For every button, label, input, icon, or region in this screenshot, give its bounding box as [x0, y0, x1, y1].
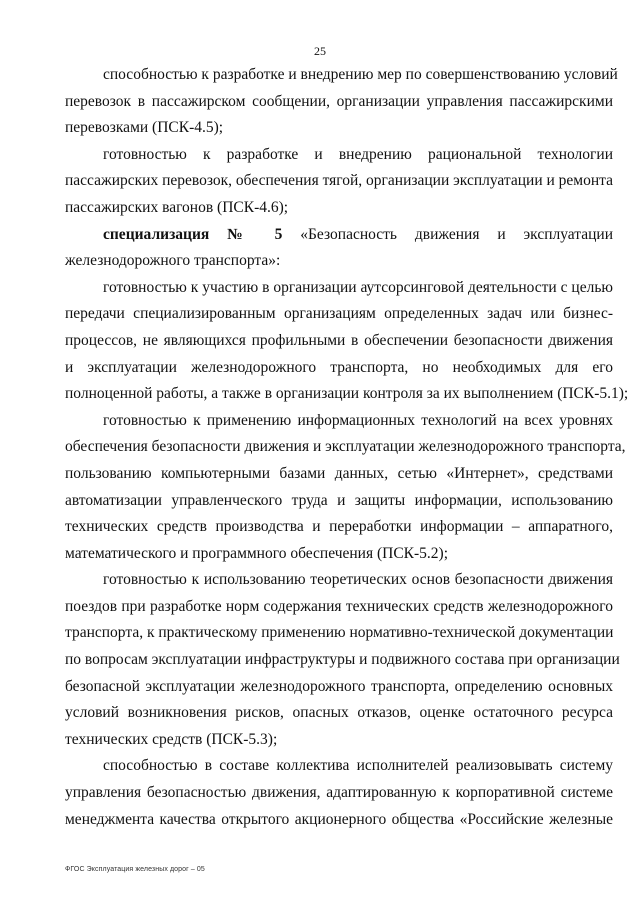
- text-line: железнодорожного транспорта»:: [65, 252, 281, 270]
- text-line: полноценной работы, а также в организации контроля за их выполнением (ПСК-5.1);: [65, 385, 629, 403]
- text-line: технических средств (ПСК-5.3);: [65, 730, 278, 748]
- text-line: технических средств производства и переработки информации – аппаратного,: [65, 518, 613, 536]
- paragraph-safety-management: [65, 753, 613, 833]
- text-line: транспорта, к практическому применению нормативно-технической документации: [65, 624, 614, 642]
- text-line: математического и программного обеспечения (ПСК-5.2);: [65, 544, 448, 562]
- paragraph-psk-5-1: [65, 275, 629, 408]
- text-line: и эксплуатации железнодорожного транспорта, но необходимых для его: [65, 358, 613, 376]
- text-line: готовностью к применению информационных технологий на всех уровнях: [103, 411, 613, 429]
- text-line: поездов при разработке норм содержания технических средств железнодорожного: [65, 597, 613, 615]
- text-line: безопасной эксплуатации железнодорожного транспорта, определению основных: [65, 677, 613, 695]
- text-line: пассажирских перевозок, обеспечения тягой, организации эксплуатации и ремонта: [65, 172, 613, 190]
- text-line: обеспечения безопасности движения и эксплуатации железнодорожного транспорта,: [65, 438, 626, 456]
- text-line: менеджмента качества открытого акционерного общества «Российские железные: [65, 810, 613, 828]
- text-line: процессов, не являющихся профильными в обеспечении безопасности движения: [65, 331, 613, 349]
- text-line: готовностью к участию в организации аутсорсинговой деятельности с целью: [103, 278, 613, 296]
- specialization-title: «Безопасность движения и эксплуатации: [300, 225, 613, 243]
- specialization-label: специализация № 5: [103, 225, 283, 243]
- text-line: перевозками (ПСК-4.5);: [65, 119, 224, 137]
- document-body: [65, 62, 629, 833]
- paragraph-psk-5-3: [65, 567, 620, 753]
- specialization-heading-line: [65, 222, 613, 249]
- text-line: автоматизации управленческого труда и защиты информации, использованию: [65, 491, 613, 509]
- text-line: по вопросам эксплуатации инфраструктуры и подвижного состава при организации: [65, 651, 620, 669]
- text-line: способностью в составе коллектива исполнителей реализовывать систему: [103, 757, 613, 775]
- text-line: перевозок в пассажирском сообщении, организации управления пассажирскими: [65, 92, 613, 110]
- text-line: пользованию компьютерными базами данных, сетью «Интернет», средствами: [65, 464, 613, 482]
- text-line: готовностью к использованию теоретических основ безопасности движения: [103, 571, 613, 589]
- text-line: передачи специализированным организациям определенных задач или бизнес-: [65, 305, 613, 323]
- paragraph-psk-5-2: [65, 408, 626, 568]
- text-line: управления безопасностью движения, адаптированную к корпоративной системе: [65, 784, 613, 802]
- paragraph-specialization-5: [65, 222, 613, 275]
- paragraph-psk-4-6: [65, 142, 613, 222]
- text-line: готовностью к разработке и внедрению рациональной технологии: [103, 145, 613, 163]
- page-footer: ФГОС Эксплуатация железных дорог – 05: [65, 866, 205, 873]
- page-number: 25: [314, 44, 326, 58]
- text-line: пассажирских вагонов (ПСК-4.6);: [65, 198, 289, 216]
- text-line: способностью к разработке и внедрению мер по совершенствованию условий: [103, 66, 618, 83]
- text-line: условий возникновения рисков, опасных отказов, оценке остаточного ресурса: [65, 704, 613, 722]
- paragraph-psk-4-5: [65, 62, 618, 142]
